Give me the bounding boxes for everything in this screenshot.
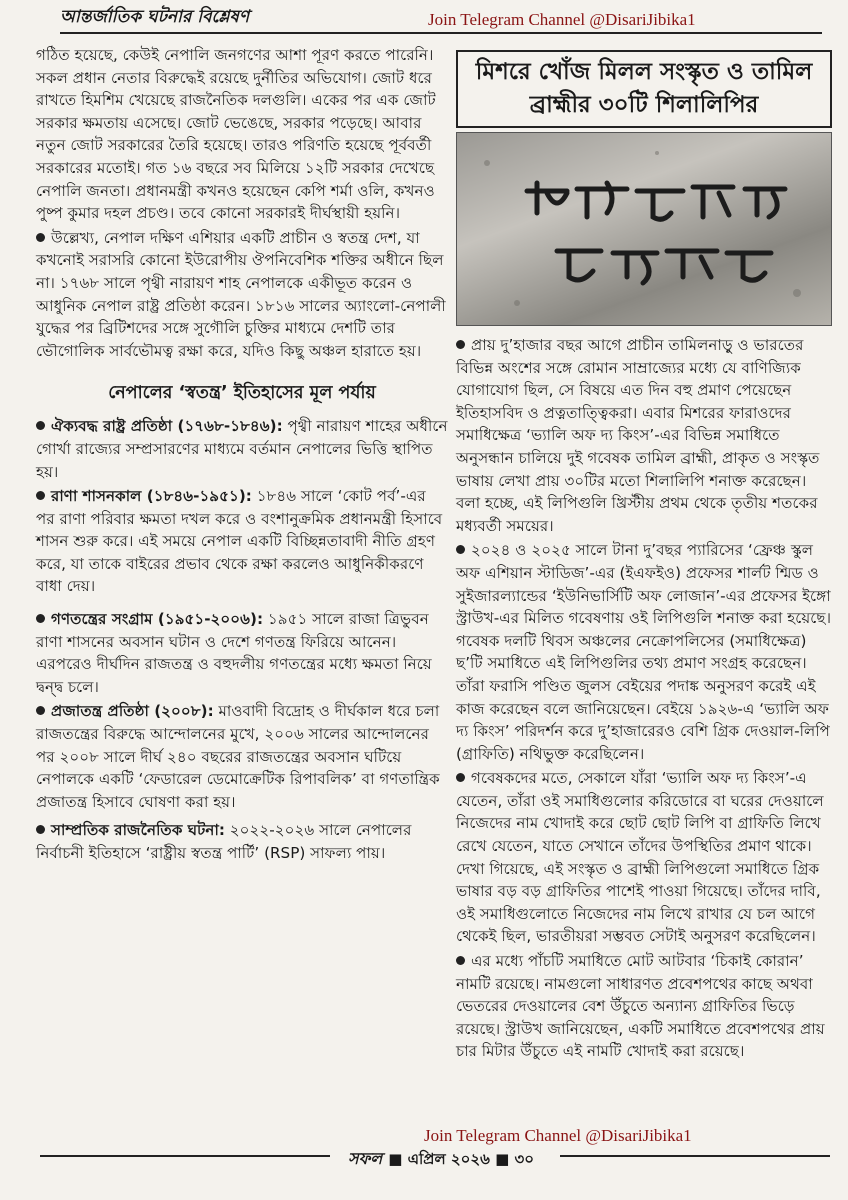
article-paragraph: ২০২৪ ও ২০২৫ সালে টানা দু’বছর প্যারিসের ‘ফ্রেঞ্চ স্কুল অফ এশিয়ান স্টাডিজ’-এর (ইএফইও) প্রফেসর শার্লট শ্মিড ও সুইজারল্যান্ডের ‘ইউনিভার্সিটি অফ লোজান’-এর প্রফেসর ইঙ্গো স্ট্রাউখ-এর মিলিত গবেষণায় ওই লিপিগুলি শনাক্ত করা হয়েছে। গবেষক দলটি থিবস অঞ্চলের নেক্রোপলিসের (সমাধিক্ষেত্র) ছ’টি সমাধিতে এই লিপিগুলির তথ্য প্রমাণ সংগ্রহ করেছেন। তাঁরা ফরাসি পণ্ডিত জুলস বেইয়ের পদাঙ্ক অনুসরণ করেই এই কাজ করেছেন বলে জানিয়েছেন। বেইয়ে ১৯২৬-এ ‘ভ্যালি অফ দ্য কিংস’ পরিদর্শন করে দু’হাজারেরও বেশি গ্রিক দেওয়াল-লিপি (গ্রাফিতি) নথিভুক্ত করেছিলেন। [456,541,832,763]
left-column [36,44,448,867]
section-heading: নেপালের ‘স্বতন্ত্র’ ইতিহাসের মূল পর্যায় [108,383,376,404]
footer-divider-left [40,1155,330,1157]
article-headline: মিশরে খোঁজ মিলল সংস্কৃত ও তামিল ব্রাহ্মীর ৩০টি শিলালিপির [456,50,832,128]
phase-text: পৃথ্বী নারায়ণ শাহের অধীনে গোর্খা রাজ্যের সম্প্রসারণের মাধ্যমে বর্তমান নেপালের ভিত্তি স্থাপিত হয়। [36,417,448,481]
bullet-icon [456,773,465,782]
nepal-history-paragraph: উল্লেখ্য, নেপাল দক্ষিণ এশিয়ার একটি প্রাচীন ও স্বতন্ত্র দেশ, যা কখনোই সরাসরি কোনো ইউরোপীয় ঔপনিবেশিক শক্তির অধীনে ছিল না। ১৭৬৮ সালে পৃথ্বী নারায়ণ শাহ নেপালকে একীভূত করেন ও আধুনিক নেপাল রাষ্ট্র প্রতিষ্ঠা করেন। ১৮১৬ সালের অ্যাংলো-নেপালী যুদ্ধের পর ব্রিটিশদের সঙ্গে সুগৌলি চুক্তির মাধ্যমে দেশটি তার ভৌগোলিক সার্বভৌমত্ব রক্ষা করে, যদিও কিছু অঞ্চল হারাতে হয়। [36,228,446,360]
phase-label: ঐক্যবদ্ধ রাষ্ট্র প্রতিষ্ঠা (১৭৬৮-১৮৪৬): [51,417,283,436]
phase-item [36,485,448,598]
article-paragraph: এর মধ্যে পাঁচটি সমাধিতে মোট আটবার ‘চিকাই কোরান’ নামটি রয়েছে। নামগুলো সাধারণত প্রবেশপথের কাছে অথবা ভেতরের দেওয়ালের বেশ উঁচুতে অন্যান্য গ্রাফিতির ভিড়ে রয়েছে। স্ট্রাউখ জানিয়েছেন, একটি সমাধিতে প্রবেশপথের প্রায় চার মিটার উঁচুতে এই নামটি খোদাই করা রয়েছে। [456,952,825,1061]
bullet-icon [36,825,45,834]
phase-item [36,608,448,698]
header-divider [60,32,822,34]
bullet-icon [456,956,465,965]
magazine-brand: সফল [348,1149,383,1168]
bullet-icon [36,614,45,623]
stone-inscription-image [457,133,831,323]
footer-divider-right [560,1155,830,1157]
issue-info: ■ এপ্রিল ২০২৬ ■ ৩০ [388,1150,535,1168]
page-footer [348,1146,534,1173]
bullet-icon [456,340,465,349]
bullet-icon [36,421,45,430]
phase-text: ১৮৪৬ সালে ‘কোট পর্ব’-এর পর রাণা পরিবার ক্ষমতা দখল করে ও বংশানুক্রমিক প্রধানমন্ত্রী হিসাবে শাসন শুরু করে। এই সময়ে নেপাল একটি বিচ্ছিন্নতাবাদী নীতি গ্রহণ করে, যা তাকে বাইরের প্রভাব থেকে রক্ষা করলেও আধুনিকীকরণে বাধা দেয়। [36,487,443,596]
article-paragraph: প্রায় দু’হাজার বছর আগে প্রাচীন তামিলনাড়ু ও ভারতের বিভিন্ন অংশের সঙ্গে রোমান সাম্রাজ্যের মধ্যে যে বাণিজ্যিক যোগাযোগ ছিল, সে বিষয়ে এত দিন বহু প্রমাণ পেয়েছেন ইতিহাসবিদ ও প্রত্নতাত্ত্বিকরা। এবার মিশরের ফারাওদের সমাধিক্ষেত্র ‘ভ্যালি অফ দ্য কিংস’-এর বিভিন্ন সমাধিতে অনুসন্ধান চালিয়ে দুই গবেষক তামিল ব্রাহ্মী, প্রাকৃত ও সংস্কৃত ভাষায় লেখা প্রায় ৩০টির মতো শিলালিপি শনাক্ত করেছেন। বলা হচ্ছে, এই লিপিগুলি খ্রিস্টীয় প্রথম থেকে তৃতীয় শতকের মধ্যবর্তী সময়ের। [456,336,820,535]
phase-item [36,415,448,483]
bullet-icon [36,706,45,715]
article-paragraph: গবেষকদের মতে, সেকালে যাঁরা ‘ভ্যালি অফ দ্য কিংস’-এ যেতেন, তাঁরা ওই সমাধিগুলোর করিডোরে বা ঘরের দেওয়ালে নিজেদের নাম খোদাই করে ছোট ছোট লিপি বা গ্রাফিতি লিখে রেখে যেতেন, যাতে সেখানে তাঁদের উপস্থিতির প্রমাণ থাকে। দেখা গিয়েছে, এই সংস্কৃত ও ব্রাহ্মী লিপিগুলো সমাধিতে গ্রিক ভাষার বড় বড় গ্রাফিতির পাশেই পাওয়া গিয়েছে। তাঁদের দাবি, ওই সমাধিগুলোতে নিজেদের নাম লিখে রাখার যে চল আগে থেকেই ছিল, ভারতীয়রা সম্ভবত সেটাই অনুসরণ করেছিলেন। [456,769,824,946]
right-column [456,44,832,1065]
phase-label: সাম্প্রতিক রাজনৈতিক ঘটনা: [51,821,225,840]
phase-item [36,819,448,864]
section-title: আন্তর্জাতিক ঘটনার বিশ্লেষণ [60,7,250,27]
intro-paragraph: গঠিত হয়েছে, কেউই নেপালি জনগণের আশা পূরণ করতে পারেনি। সকল প্রধান নেতার বিরুদ্ধেই রয়েছে দুর্নীতির অভিযোগ। জোট ধরে রাখতে হিমশিম খেয়েছে রাজনৈতিক দলগুলি। একের পর এক জোট সরকার ক্ষমতায় এসেছে। জোট ভেঙেছে, সরকার পড়েছে। আবার নতুন জোট সরকারের তৈরি হয়েছে। তারও পরিণতি হয়েছে পূর্ববর্তী সরকারের মতোই। গত ১৬ বছরে সব মিলিয়ে ১২টি সরকার দেখেছে নেপালি জনতা। প্রধানমন্ত্রী কখনও হয়েছেন কেপি শর্মা ওলি, কখনও পুষ্প কুমার দহল প্রচণ্ড। তবে কোনো সরকারই দীর্ঘস্থায়ী হয়নি। [36,46,436,223]
bullet-icon [36,491,45,500]
phase-label: রাণা শাসনকাল (১৮৪৬-১৯৫১): [51,487,252,506]
telegram-promo-top: Join Telegram Channel @DisariJibika1 [428,10,696,29]
phase-item [36,700,448,813]
phase-label: প্রজাতন্ত্র প্রতিষ্ঠা (২০০৮): [51,702,214,721]
article-body [456,334,832,1063]
inscription-photo [456,132,832,326]
bullet-icon [456,545,465,554]
phase-text: ২০২২-২০২৬ সালে নেপালের নির্বাচনী ইতিহাসে ‘রাষ্ট্রীয় স্বতন্ত্র পার্টি’ (RSP) সাফল্য পায়। [36,821,412,862]
phase-label: গণতন্ত্রের সংগ্রাম (১৯৫১-২০০৬): [51,610,264,629]
phase-text: মাওবাদী বিদ্রোহ ও দীর্ঘকাল ধরে চলা রাজতন্ত্রের বিরুদ্ধে আন্দোলনের মুখে, ২০০৬ সালের আন্দোলনের পর ২০০৮ সালে দীর্ঘ ২৪০ বছরের রাজতন্ত্রের অবসান ঘটিয়ে নেপালকে একটি ‘ফেডারেল ডেমোক্রেটিক রিপাবলিক’ বা গণতান্ত্রিক প্রজাতন্ত্র হিসাবে ঘোষণা করা হয়। [36,702,440,811]
bullet-icon [36,233,45,242]
telegram-promo-bottom: Join Telegram Channel @DisariJibika1 [424,1126,692,1145]
phase-text: ১৯৫১ সালে রাজা ত্রিভুবন রাণা শাসনের অবসান ঘটান ও দেশে গণতন্ত্র ফিরিয়ে আনেন। এরপরেও দীর্ঘদিন রাজতন্ত্র ও বহুদলীয় গণতন্ত্রের মধ্যে ক্ষমতা নিয়ে দ্বন্দ্ব চলে। [36,610,432,696]
